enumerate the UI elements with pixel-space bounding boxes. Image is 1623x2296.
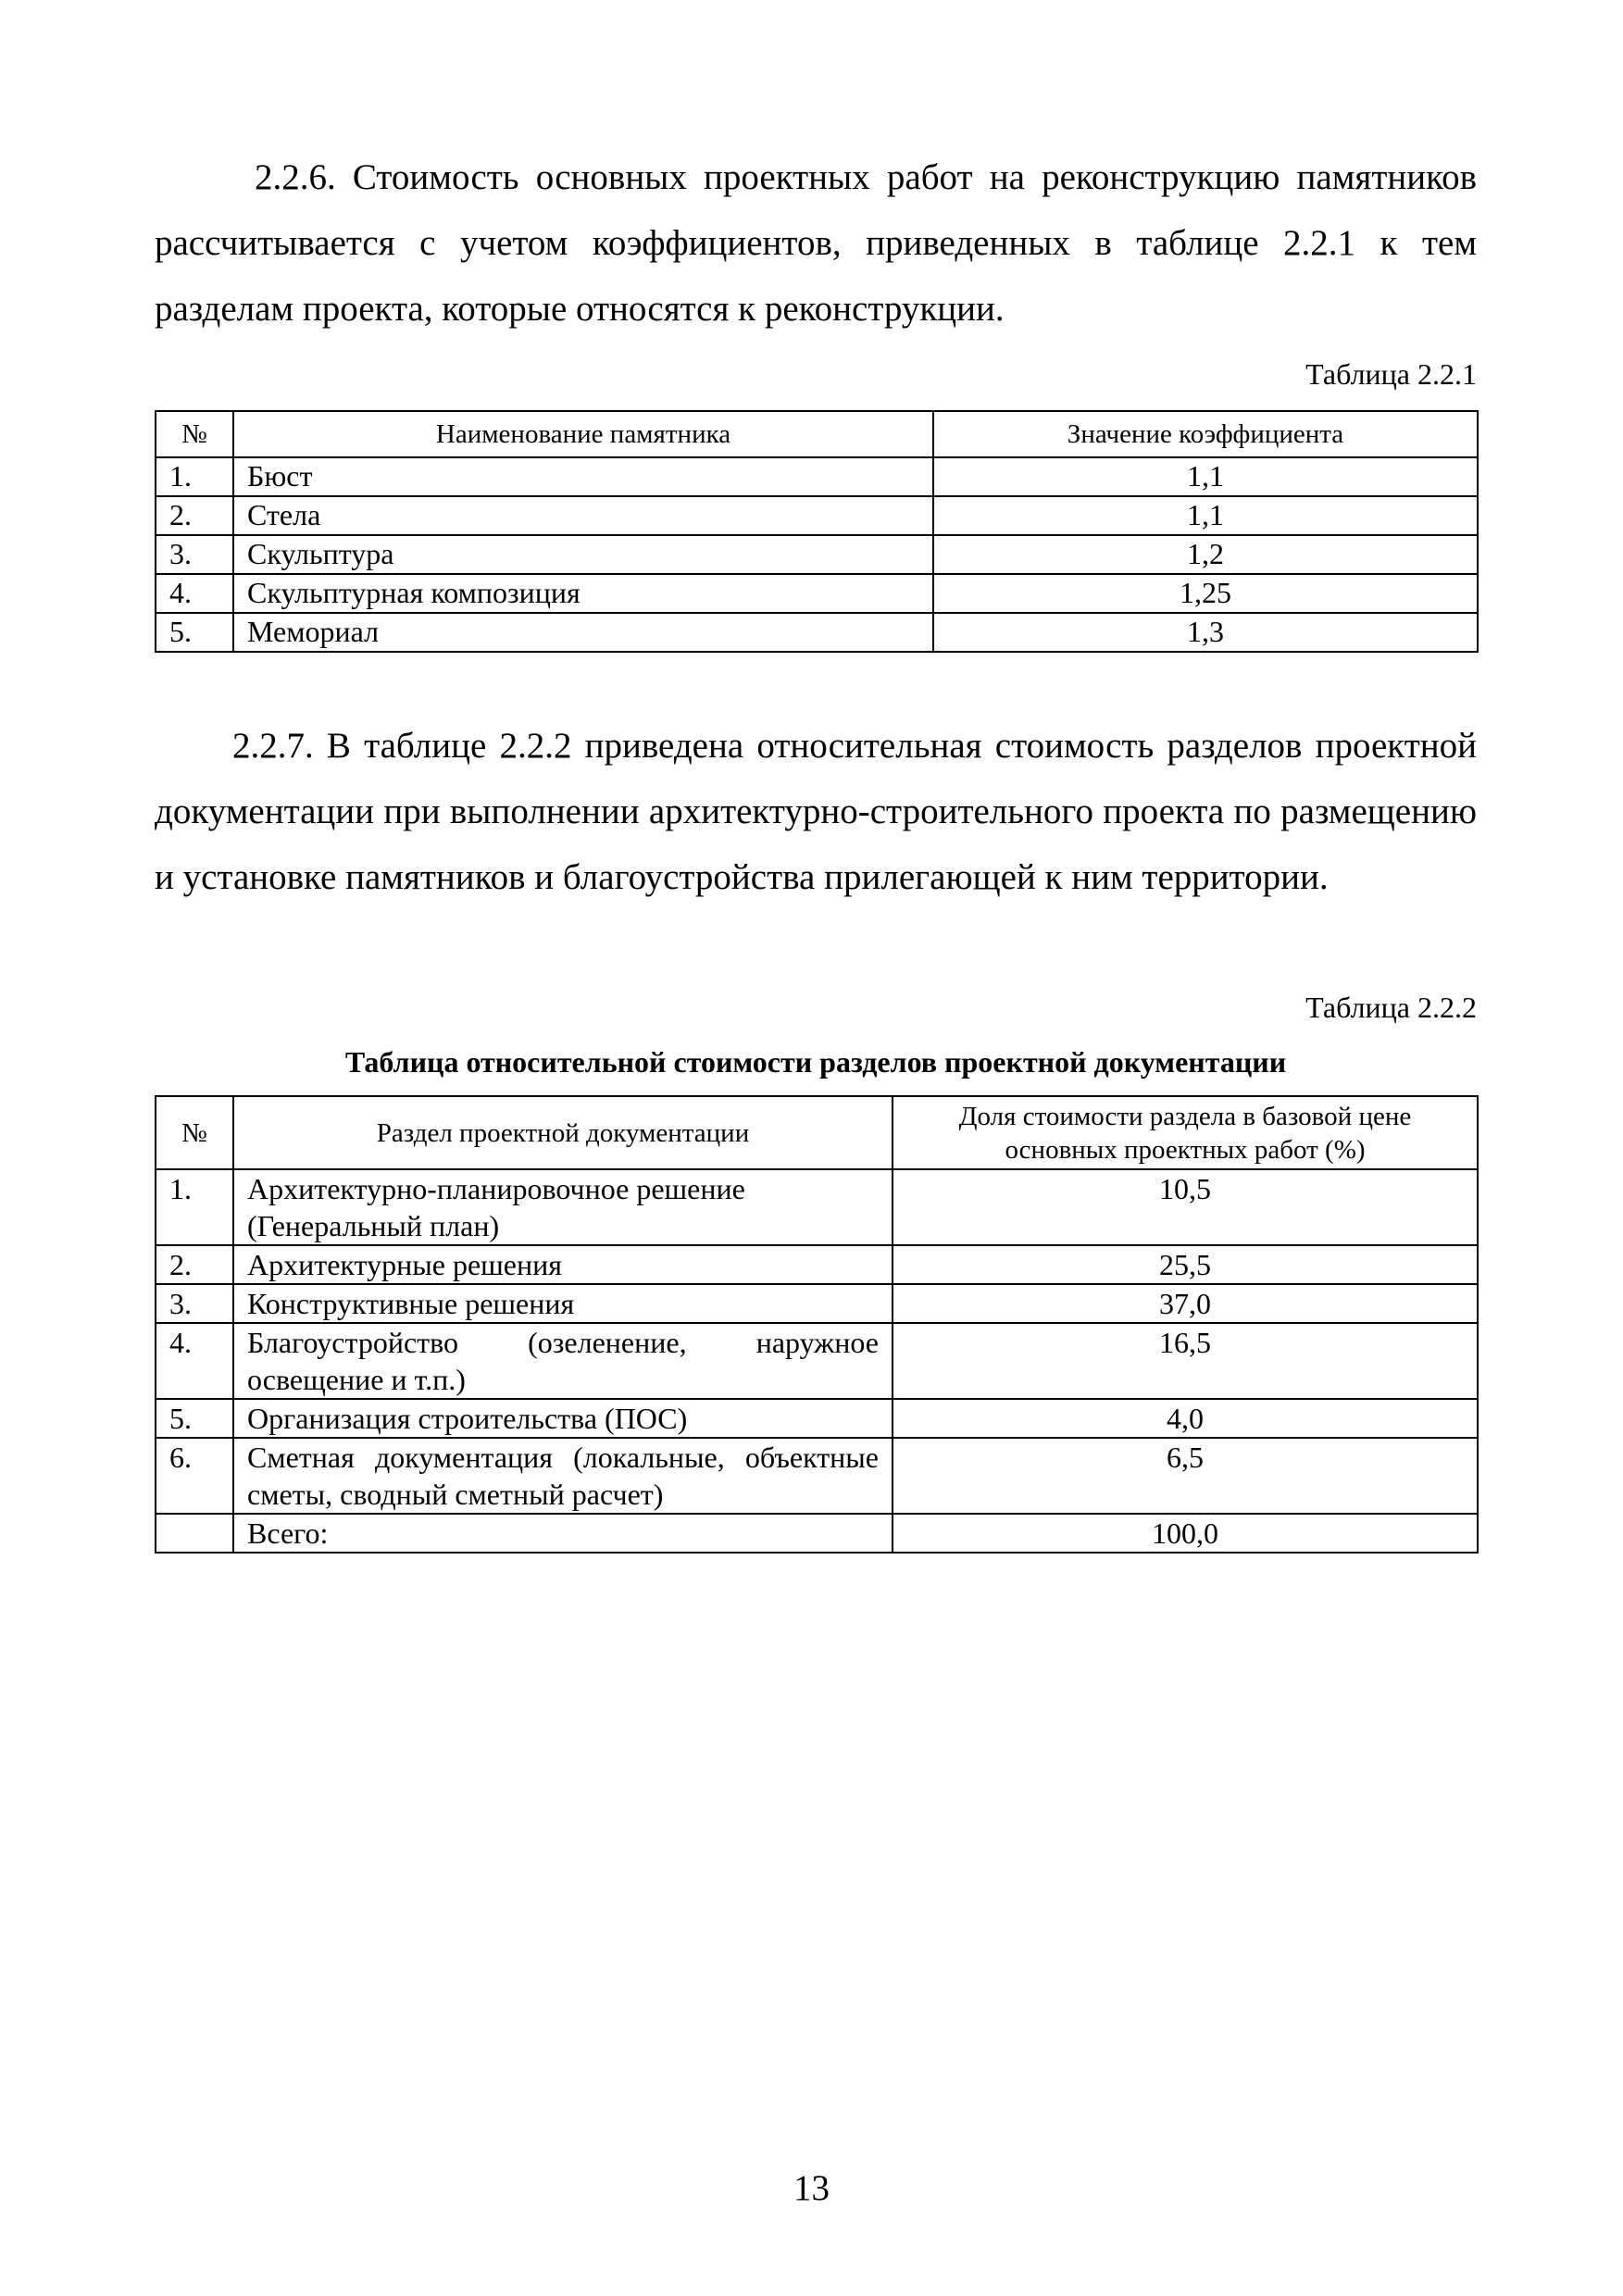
table-header-row [156,1096,1478,1169]
cost-share-value: 37,0 [893,1284,1478,1323]
coefficient-value: 1,1 [933,496,1478,535]
row-number: 3. [156,1284,233,1323]
coefficient-value: 1,25 [933,574,1478,613]
row-number [156,1514,233,1553]
monument-name: Стела [233,496,933,535]
cost-share-value: 16,5 [893,1323,1478,1399]
total-label: Всего: [233,1514,893,1553]
section-name: Сметная документация (локальные, объектные сметы, сводный сметный расчет) [233,1438,893,1514]
section-cost-share-table [155,1095,1479,1554]
column-header-cost-share: Доля стоимости раздела в базовой цене основных проектных работ (%) [893,1096,1478,1169]
row-number: 5. [156,1399,233,1438]
row-number: 2. [156,1245,233,1284]
table-row [156,535,1478,574]
section-name: Организация строительства (ПОС) [233,1399,893,1438]
row-number: 5. [156,613,233,652]
row-number: 4. [156,574,233,613]
monument-name: Скульптура [233,535,933,574]
cost-share-value: 10,5 [893,1169,1478,1245]
monument-coefficient-table [155,410,1479,653]
column-header-number: № [156,411,233,457]
row-number: 6. [156,1438,233,1514]
column-header-coefficient: Значение коэффициента [933,411,1478,457]
column-header-number: № [156,1096,233,1169]
table-row [156,1245,1478,1284]
paragraph-2-2-7: 2.2.7. В таблице 2.2.2 приведена относительная стоимость разделов проектной документации при выполнении архитектурно-строительного проекта по размещению и установке памятников и благоустройства прилегающей к ним территории. [155,726,1477,897]
monument-name: Бюст [233,457,933,496]
cost-share-value: 6,5 [893,1438,1478,1514]
column-header-monument-name: Наименование памятника [233,411,933,457]
table-row [156,613,1478,652]
table-row [156,1323,1478,1399]
table-row [156,1399,1478,1438]
row-number: 1. [156,457,233,496]
table-row [156,1438,1478,1514]
row-number: 2. [156,496,233,535]
table-row [156,1169,1478,1245]
column-header-section: Раздел проектной документации [233,1096,893,1169]
section-name: Архитектурно-планировочное решение (Генеральный план) [233,1169,893,1245]
table-2-2-2-caption: Таблица 2.2.2 [1305,991,1477,1024]
row-number: 1. [156,1169,233,1245]
section-name: Архитектурные решения [233,1245,893,1284]
table-total-row [156,1514,1478,1553]
table-row [156,496,1478,535]
row-number: 4. [156,1323,233,1399]
total-value: 100,0 [893,1514,1478,1553]
table-header-row [156,411,1478,457]
table-row [156,574,1478,613]
table-row [156,457,1478,496]
page-number: 13 [793,2168,830,2208]
table-2-2-2-title: Таблица относительной стоимости разделов проектной документации [344,1045,1287,1079]
section-name: Конструктивные решения [233,1284,893,1323]
monument-name: Скульптурная композиция [233,574,933,613]
row-number: 3. [156,535,233,574]
coefficient-value: 1,3 [933,613,1478,652]
coefficient-value: 1,1 [933,457,1478,496]
table-row [156,1284,1478,1323]
section-name: Благоустройство (озеленение, наружное освещение и т.п.) [233,1323,893,1399]
coefficient-value: 1,2 [933,535,1478,574]
table-2-2-1-caption: Таблица 2.2.1 [1305,357,1477,391]
monument-name: Мемориал [233,613,933,652]
cost-share-value: 25,5 [893,1245,1478,1284]
paragraph-2-2-6: 2.2.6. Стоимость основных проектных работ на реконструкцию памятников рассчитывается с учетом коэффициентов, приведенных в таблице 2.2.1 к тем разделам проекта, которые относятся к реконструкции. [155,157,1477,329]
cost-share-value: 4,0 [893,1399,1478,1438]
